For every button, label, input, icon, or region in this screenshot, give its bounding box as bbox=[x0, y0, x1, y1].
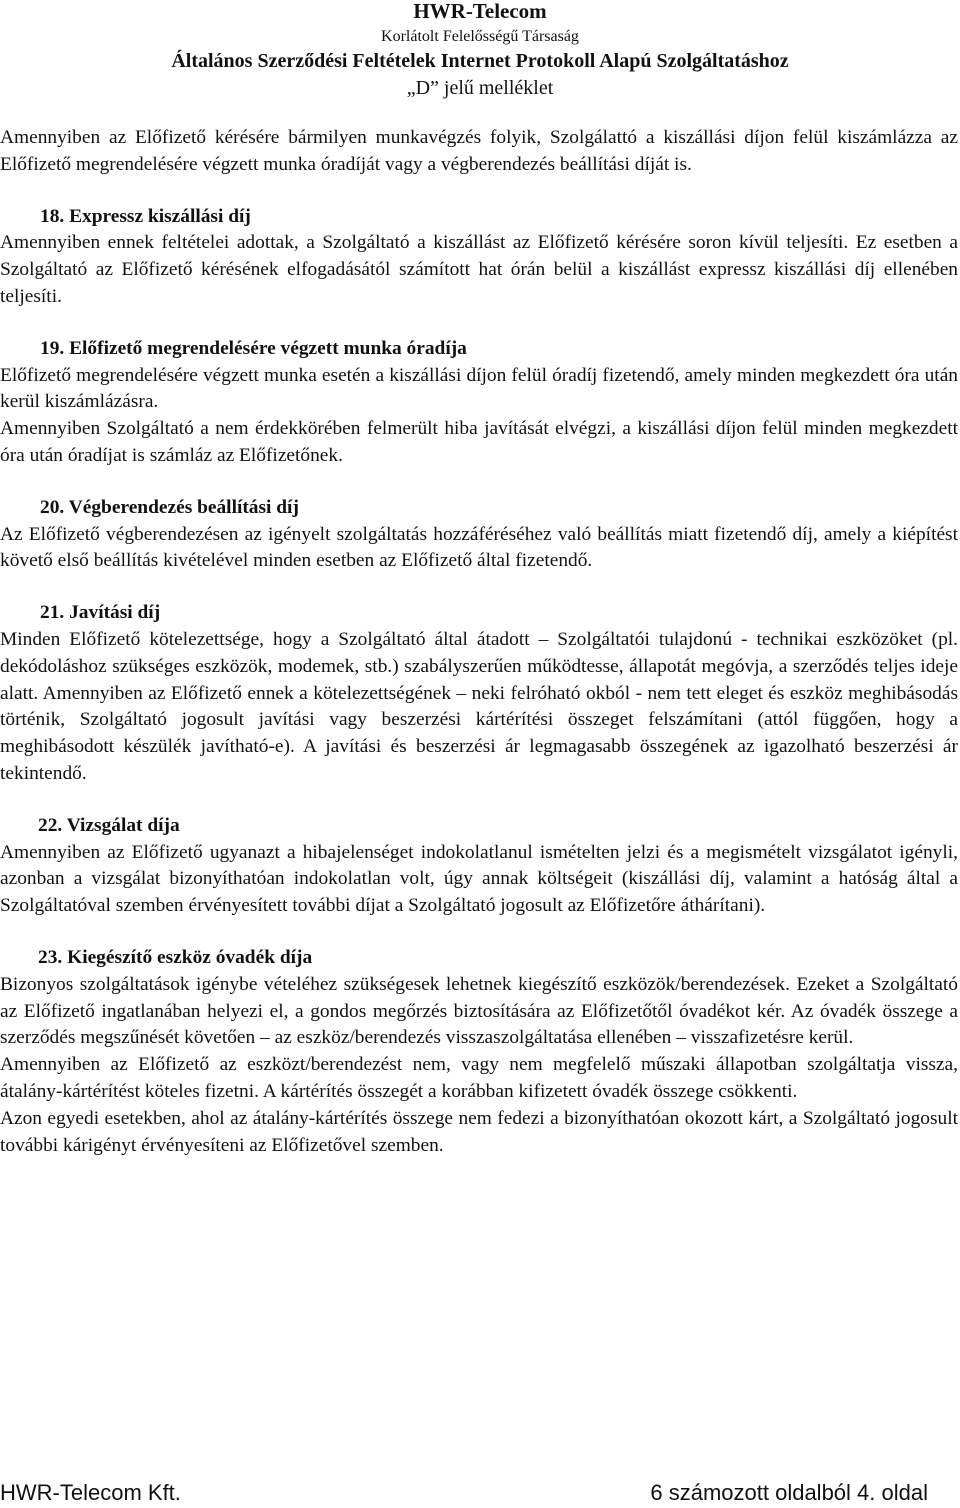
section-paragraph: Az Előfizető végberendezésen az igényelt szolgáltatás hozzáféréséhez való beállítás miatt fizetendő díj, amely a kiépítést követő első beállítás kivételével minden esetben az Előfizető által fizetendő. bbox=[0, 523, 958, 572]
section-paragraph: Előfizető megrendelésére végzett munka esetén a kiszállási díjon felül óradíj fizetendő, amely minden megkezdett óra után kerül kiszámlázásra. bbox=[0, 364, 958, 413]
section-23 bbox=[0, 945, 958, 1159]
document-title: Általános Szerződési Feltételek Internet Protokoll Alapú Szolgáltatáshoz bbox=[171, 50, 789, 72]
section-number: 21. bbox=[40, 602, 65, 624]
section-title: Előfizető megrendelésére végzett munka óradíja bbox=[69, 337, 467, 359]
section-paragraph: Bizonyos szolgáltatások igénybe vételéhez szükségesek lehetnek kiegészítő eszközök/berendezések. Ezeket a Szolgáltató az Előfizető ingatlanában helyezi el, a gondos megőrzés biztosítására az Előfizetőtől óvadékot kér. Az óvadék összege a szerződés megszűnését követően – az eszköz/berendezés visszaszolgáltatása ellenében – visszafizetésre kerül. bbox=[0, 973, 958, 1049]
company-name: HWR-Telecom bbox=[413, 0, 547, 23]
section-heading bbox=[0, 813, 958, 840]
section-19 bbox=[0, 336, 958, 470]
section-title: Javítási díj bbox=[69, 602, 161, 624]
section-20 bbox=[0, 495, 958, 575]
section-title: Expressz kiszállási díj bbox=[69, 205, 251, 227]
section-number: 23. bbox=[38, 946, 63, 968]
document-header bbox=[0, 0, 960, 102]
section-21 bbox=[0, 600, 958, 788]
section-number: 19. bbox=[40, 337, 65, 359]
section-paragraph: Amennyiben az Előfizető az eszközt/berendezést nem, vagy nem megfelelő műszaki állapotban szolgáltatja vissza, átalány-kártérítést köteles fizetni. A kártérítés összegét a korábban kifizetett óvadék összege csökkenti. bbox=[0, 1054, 958, 1102]
section-heading bbox=[0, 600, 958, 627]
company-type: Korlátolt Felelősségű Társaság bbox=[381, 28, 579, 45]
section-18 bbox=[0, 204, 958, 311]
section-heading bbox=[0, 204, 958, 231]
footer-page-number: 6 számozott oldalból 4. oldal bbox=[650, 1480, 928, 1505]
section-paragraph: Amennyiben ennek feltételei adottak, a Szolgáltató a kiszállást az Előfizető kérésére soron kívül teljesíti. Ez esetben a Szolgáltató az Előfizető kérésének elfogadásától számított hat órán belül a kiszállást expressz kiszállási díj ellenében teljesíti. bbox=[0, 232, 958, 307]
section-title: Végberendezés beállítási díj bbox=[68, 496, 299, 518]
section-number: 22. bbox=[38, 814, 63, 836]
section-heading bbox=[0, 945, 958, 972]
section-heading bbox=[0, 495, 958, 522]
intro-paragraph: Amennyiben az Előfizető kérésére bármilyen munkavégzés folyik, Szolgálattó a kiszállási díjon felül kiszámlázza az Előfizető megrendelésére végzett munka óradíját vagy a végberendezés beállítási díját is. bbox=[0, 127, 958, 175]
section-paragraph: Amennyiben Szolgáltató a nem érdekkörében felmerült hiba javítását elvégzi, a kiszállási díjon felül minden megkezdett óra után óradíjat is számláz az Előfizetőnek. bbox=[0, 418, 958, 466]
section-title: Kiegészítő eszköz óvadék díja bbox=[67, 946, 313, 968]
section-22 bbox=[0, 813, 958, 920]
document-body bbox=[0, 125, 958, 1159]
section-paragraph: Amennyiben az Előfizető ugyanazt a hibajelenséget indokolatlanul ismételten jelzi és a megismételt vizsgálatot igényli, azonban a vizsgálat bizonyíthatóan indokolatlan volt, úgy annak költségeit (kiszállási díj, valamint a hatóság által a Szolgáltatóval szemben érvényesített további díjat a Szolgáltató jogosult az Előfizetőre áthárítani). bbox=[0, 841, 958, 917]
section-paragraph: Azon egyedi esetekben, ahol az átalány-kártérítés összege nem fedezi a bizonyíthatóan okozott kárt, a Szolgáltató jogosult további kárigényt érvényesíteni az Előfizetővel szemben. bbox=[0, 1107, 958, 1156]
footer-company: HWR-Telecom Kft. bbox=[0, 1480, 181, 1505]
section-number: 18. bbox=[40, 205, 65, 227]
section-paragraph: Minden Előfizető kötelezettsége, hogy a Szolgáltató által átadott – Szolgáltatói tulajdonú - technikai eszközöket (pl. dekódoláshoz szükséges eszközök, modemek, stb.) szabályszerűen működtesse, állapotát megóvja, a szerződés teljes ideje alatt. Amennyiben az Előfizető ennek a kötelezettségének – neki felróható okból - nem tett eleget és eszköz meghibásodás történik, Szolgáltató jogosult javítási vagy beszerzési kártérítési összeget felszámítani (attól függően, hogy a meghibásodott készülék javítható-e). A javítási és beszerzési ár legmagasabb összegének az igazolható beszerzési ár tekintendő. bbox=[0, 628, 958, 784]
section-heading bbox=[0, 336, 958, 363]
section-title: Vizsgálat díja bbox=[66, 814, 180, 836]
annex-label: „D” jelű melléklet bbox=[406, 77, 554, 99]
section-number: 20. bbox=[40, 496, 65, 518]
